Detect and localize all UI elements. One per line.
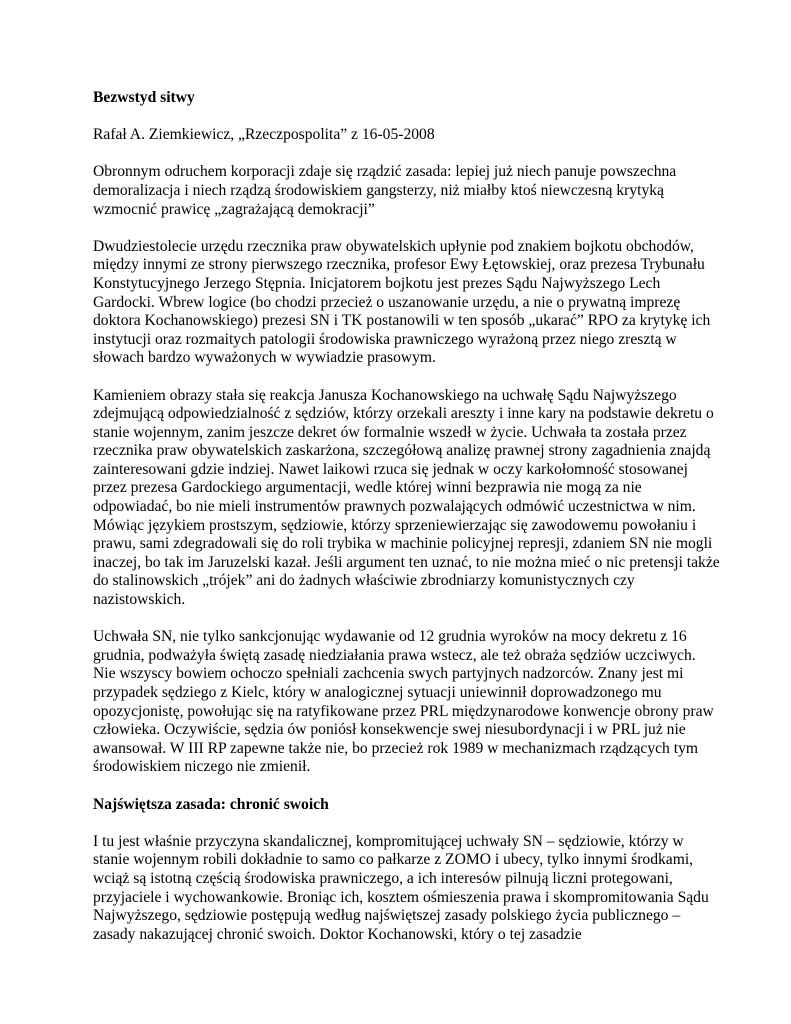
paragraph-5: I tu jest właśnie przyczyna skandalicznej, kompromitującej uchwały SN – sędziowie, którzy w stanie wojennym robili dokładnie to samo co pałkarze z ZOMO i ubecy, tylko innymi środkami, wciąż są istotną częścią środowiska prawniczego, a ich interesów pilnują liczni protegowani, przyjaciele i wychowankowie. Broniąc ich, kosztem ośmieszenia prawa i skompromitowania Sądu Najwyższego, sędziowie postępują według najświętszej zasady polskiego życia publicznego – zasady nakazującej chronić swoich. Doktor Kochanowski, który o tej zasadzie xyxy=(93,832,709,943)
paragraph-3: Kamieniem obrazy stała się reakcja Janusza Kochanowskiego na uchwałę Sądu Najwyższego zdejmującą odpowiedzialność z sędziów, którzy orzekali areszty i inne kary na podstawie dekretu o stanie wojennym, zanim jeszcze dekret ów formalnie wszedł w życie. Uchwała ta została przez rzecznika praw obywatelskich zaskarżona, szczegółową analizę prawnej strony zagadnienia znajdą zainteresowani gdzie indziej. Nawet laikowi rzuca się jednak w oczy karkołomność stosowanej przez prezesa Gardockiego argumentacji, wedle której winni bezprawia nie mogą za nie odpowiadać, bo nie mieli instrumentów prawnych pozwalających odmówić uczestnictwa w nim. Mówiąc językiem prostszym, sędziowie, którzy sprzeniewierzając się zawodowemu powołaniu i prawu, sami zdegradowali się do roli trybika w machinie policyjnej represji, zdaniem SN nie mogli inaczej, bo tak im Jaruzelski kazał. Jeśli argument ten uznać, to nie można mieć o nic pretensji także do stalinowskich „trójek” ani do żadnych właściwie zbrodniarzy komunistycznych czy nazistowskich. xyxy=(93,386,720,609)
paragraph-lead: Obronnym odruchem korporacji zdaje się rządzić zasada: lepiej już niech panuje powszechna demoralizacja i niech rządzą środowiskiem gangsterzy, niż miałby ktoś niewczesną krytyką wzmocnić prawicę „zagrażającą demokracji” xyxy=(93,163,677,218)
paragraph-4: Uchwała SN, nie tylko sankcjonując wydawanie od 12 grudnia wyroków na mocy dekretu z 16 grudnia, podważyła świętą zasadę niedziałania prawa wstecz, ale też obraża sędziów uczciwych. Nie wszyscy bowiem ochoczo spełniali zachcenia swych partyjnych nadzorców. Znany jest mi przypadek sędziego z Kielc, który w analogicznej sytuacji uniewinnił doprowadzonego mu opozycjonistę, powołując się na ratyfikowane przez PRL międzynarodowe konwencje obrony praw człowieka. Oczywiście, sędzia ów poniósł konsekwencje swej niesubordynacji i w PRL już nie awansował. W III RP zapewne także nie, bo przecież rok 1989 w mechanizmach rządzących tym środowiskiem niczego nie zmienił. xyxy=(93,628,714,776)
paragraph-2: Dwudziestolecie urzędu rzecznika praw obywatelskich upłynie pod znakiem bojkotu obchodów, między innymi ze strony pierwszego rzecznika, profesor Ewy Łętowskiej, oraz prezesa Trybunału Konstytucyjnego Jerzego Stępnia. Inicjatorem bojkotu jest prezes Sądu Najwyższego Lech Gardocki. Wbrew logice (bo chodzi przecież o uszanowanie urzędu, a nie o prywatną imprezę doktora Kochanowskiego) prezesi SN i TK postanowili w ten sposób „ukarać” RPO za krytykę ich instytucji oraz rozmaitych patologii środowiska prawniczego wyrażoną przez niego zresztą w słowach bardzo wyważonych w wywiadzie prasowym. xyxy=(93,237,711,367)
section-subheading: Najświętsza zasada: chronić swoich xyxy=(93,795,329,813)
article-title: Bezwstyd sitwy xyxy=(93,89,195,106)
document-body xyxy=(93,89,721,963)
article-byline: Rafał A. Ziemkiewicz, „Rzeczpospolita” z 16-05-2008 xyxy=(93,126,435,144)
